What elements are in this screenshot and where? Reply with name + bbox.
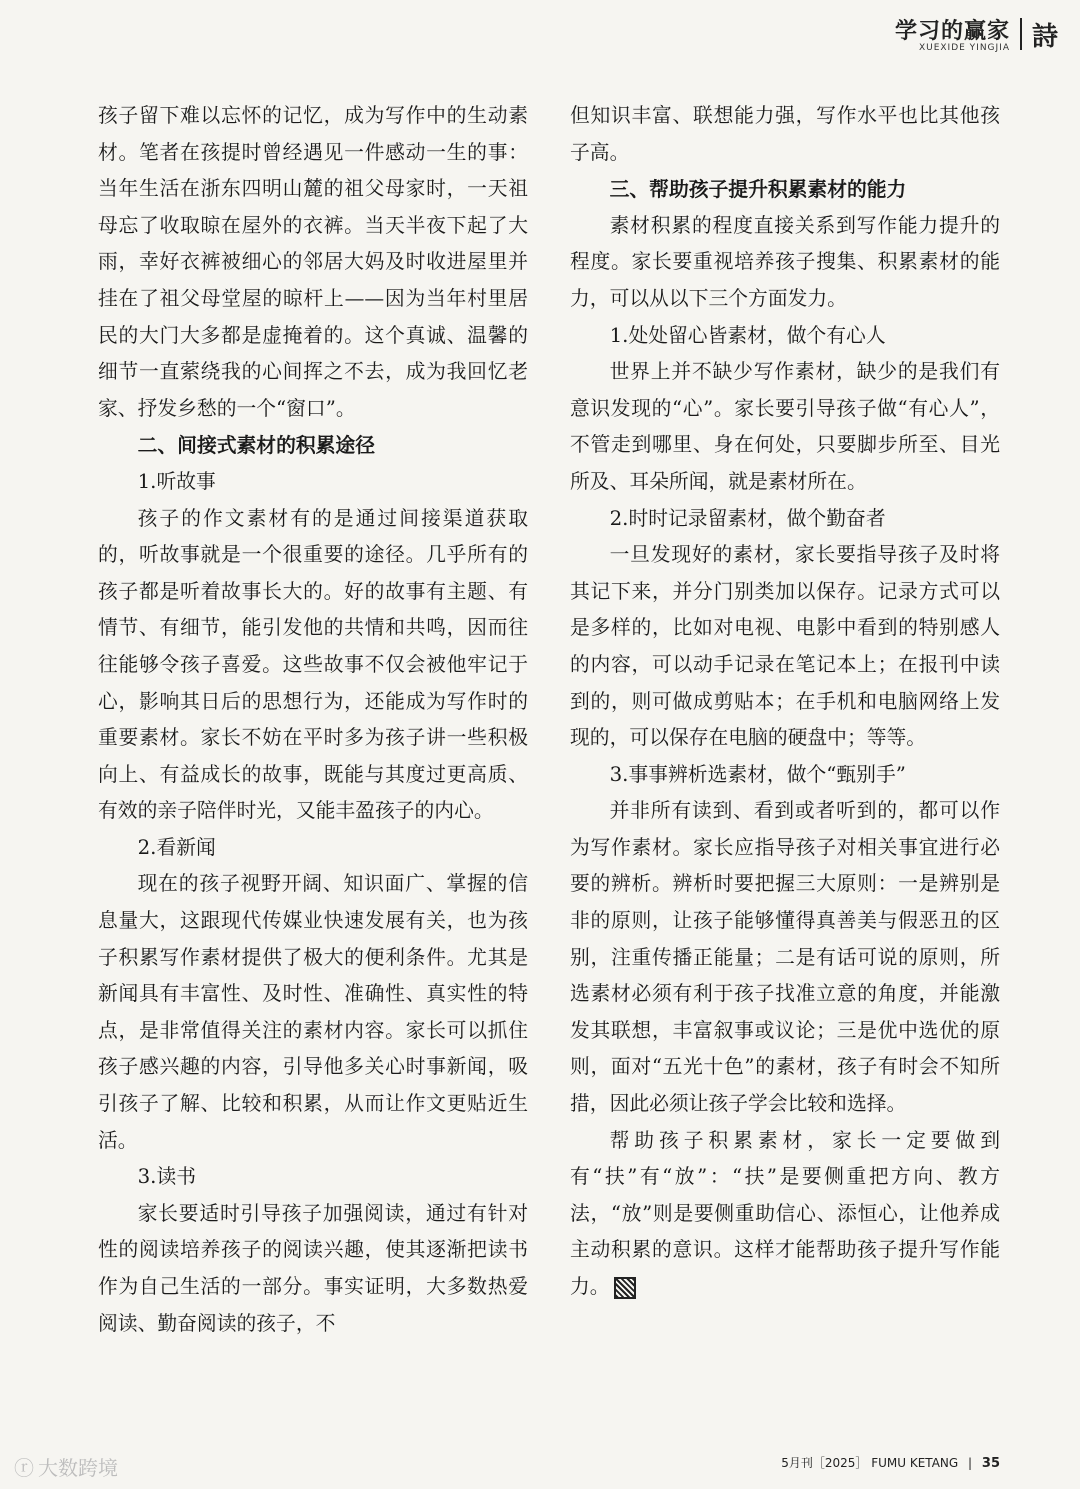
left-column <box>98 98 528 1342</box>
paragraph: 世界上并不缺少写作素材，缺少的是我们有意识发现的“心”。家长要引导孩子做“有心人”，不管走到哪里、身在何处，只要脚步所至、目光所及、耳朵所闻，就是素材所在。 <box>570 360 1000 493</box>
magazine-name: FUMU KETANG <box>871 1456 959 1470</box>
footer-separator: | <box>968 1456 973 1470</box>
subheading: 1.听故事 <box>137 469 216 493</box>
right-column <box>570 98 1000 1306</box>
paragraph: 孩子留下难以忘怀的记忆，成为写作中的生动素材。笔者在孩提时曾经遇见一件感动一生的事：当年生活在浙东四明山麓的祖父母家时，一天祖母忘了收取晾在屋外的衣裤。当天半夜下起了大雨，幸好衣裤被细心的邻居大妈及时收进屋里并挂在了祖父母堂屋的晾杆上——因为当年村里居民的大门大多都是虚掩着的。这个真诚、温馨的细节一直萦绕我的心间挥之不去，成为我回忆老家、抒发乡愁的一个“窗口”。 <box>98 104 528 420</box>
paragraph: 但知识丰富、联想能力强，写作水平也比其他孩子高。 <box>570 104 1000 164</box>
subheading: 3.读书 <box>137 1165 197 1189</box>
section-logo-icon: 詩 <box>1031 22 1058 52</box>
header-divider <box>1020 18 1022 50</box>
paragraph: 并非所有读到、看到或者听到的，都可以作为写作素材。家长应指导孩子对相关事宜进行必要的辨析。辨析时要把握三大原则：一是辨别是非的原则，让孩子能够懂得真善美与假恶丑的区别，注重传播正能量；二是有话可说的原则，所选素材必须有利于孩子找准立意的角度，并能激发其联想，丰富叙事或议论；三是优中选优的原则，面对“五光十色”的素材，孩子有时会不知所措，因此必须让孩子学会比较和选择。 <box>570 799 1000 1116</box>
section-subtitle: XUEXIDE YINGJIA <box>918 43 1010 53</box>
paragraph: 素材积累的程度直接关系到写作能力提升的程度。家长要重视培养孩子搜集、积累素材的能力，可以从以下三个方面发力。 <box>570 213 1000 310</box>
section-heading: 三、帮助孩子提升积累素材的能力 <box>609 177 907 202</box>
paragraph: 家长要适时引导孩子加强阅读，通过有针对性的阅读培养孩子的阅读兴趣，使其逐渐把读书作为自己生活的一部分。事实证明，大多数热爱阅读、勤奋阅读的孩子，不 <box>98 1201 528 1335</box>
watermark <box>14 1452 118 1481</box>
closing-paragraph <box>570 1123 1000 1306</box>
magazine-header <box>895 14 1010 53</box>
paragraph: 现在的孩子视野开阔、知识面广、掌握的信息量大，这跟现代传媒业快速发展有关，也为孩子积累写作素材提供了极大的便利条件。尤其是新闻具有丰富性、及时性、准确性、真实性的特点，是非常值得关注的素材内容。家长可以抓住孩子感兴趣的内容，引导他多关心时事新闻，吸引孩子了解、比较和积累，从而让作文更贴近生活。 <box>98 872 528 1152</box>
page-footer <box>781 1454 1000 1471</box>
subheading: 2.时时记录留素材，做个勤奋者 <box>609 506 886 530</box>
issue-label: 5月刊［2025］ <box>781 1456 868 1470</box>
page-number: 35 <box>981 1456 1000 1471</box>
subheading: 3.事事辨析选素材，做个“甄别手” <box>609 762 906 786</box>
section-title: 学习的赢家 <box>894 19 1010 44</box>
subheading: 1.处处留心皆素材，做个有心人 <box>609 323 886 347</box>
section-heading: 二、间接式素材的积累途径 <box>137 433 375 458</box>
closing-text: 帮助孩子积累素材，家长一定要做到有“扶”有“放”：“扶”是要侧重把方向、教方法，“放”则是要侧重助信心、添恒心，让他养成主动积累的意识。这样才能帮助孩子提升写作能力。 <box>570 1128 1000 1298</box>
watermark-text: 大数跨境 <box>38 1456 118 1480</box>
watermark-logo-icon: ⓡ <box>14 1456 34 1480</box>
paragraph: 孩子的作文素材有的是通过间接渠道获取的，听故事就是一个很重要的途径。几乎所有的孩子都是听着故事长大的。好的故事有主题、有情节、有细节，能引发他的共情和共鸣，因而往往能够令孩子喜爱。这些故事不仅会被他牢记于心，影响其日后的思想行为，还能成为写作时的重要素材。家长不妨在平时多为孩子讲一些积极向上、有益成长的故事，既能与其度过更高质、有效的亲子陪伴时光，又能丰盈孩子的内心。 <box>98 506 528 823</box>
paragraph: 一旦发现好的素材，家长要指导孩子及时将其记下来，并分门别类加以保存。记录方式可以是多样的，比如对电视、电影中看到的特别感人的内容，可以动手记录在笔记本上；在报刊中读到的，则可做成剪贴本；在手机和电脑网络上发现的，可以保存在电脑的硬盘中；等等。 <box>570 543 1000 750</box>
subheading: 2.看新闻 <box>137 835 216 859</box>
article-end-icon <box>614 1277 636 1299</box>
